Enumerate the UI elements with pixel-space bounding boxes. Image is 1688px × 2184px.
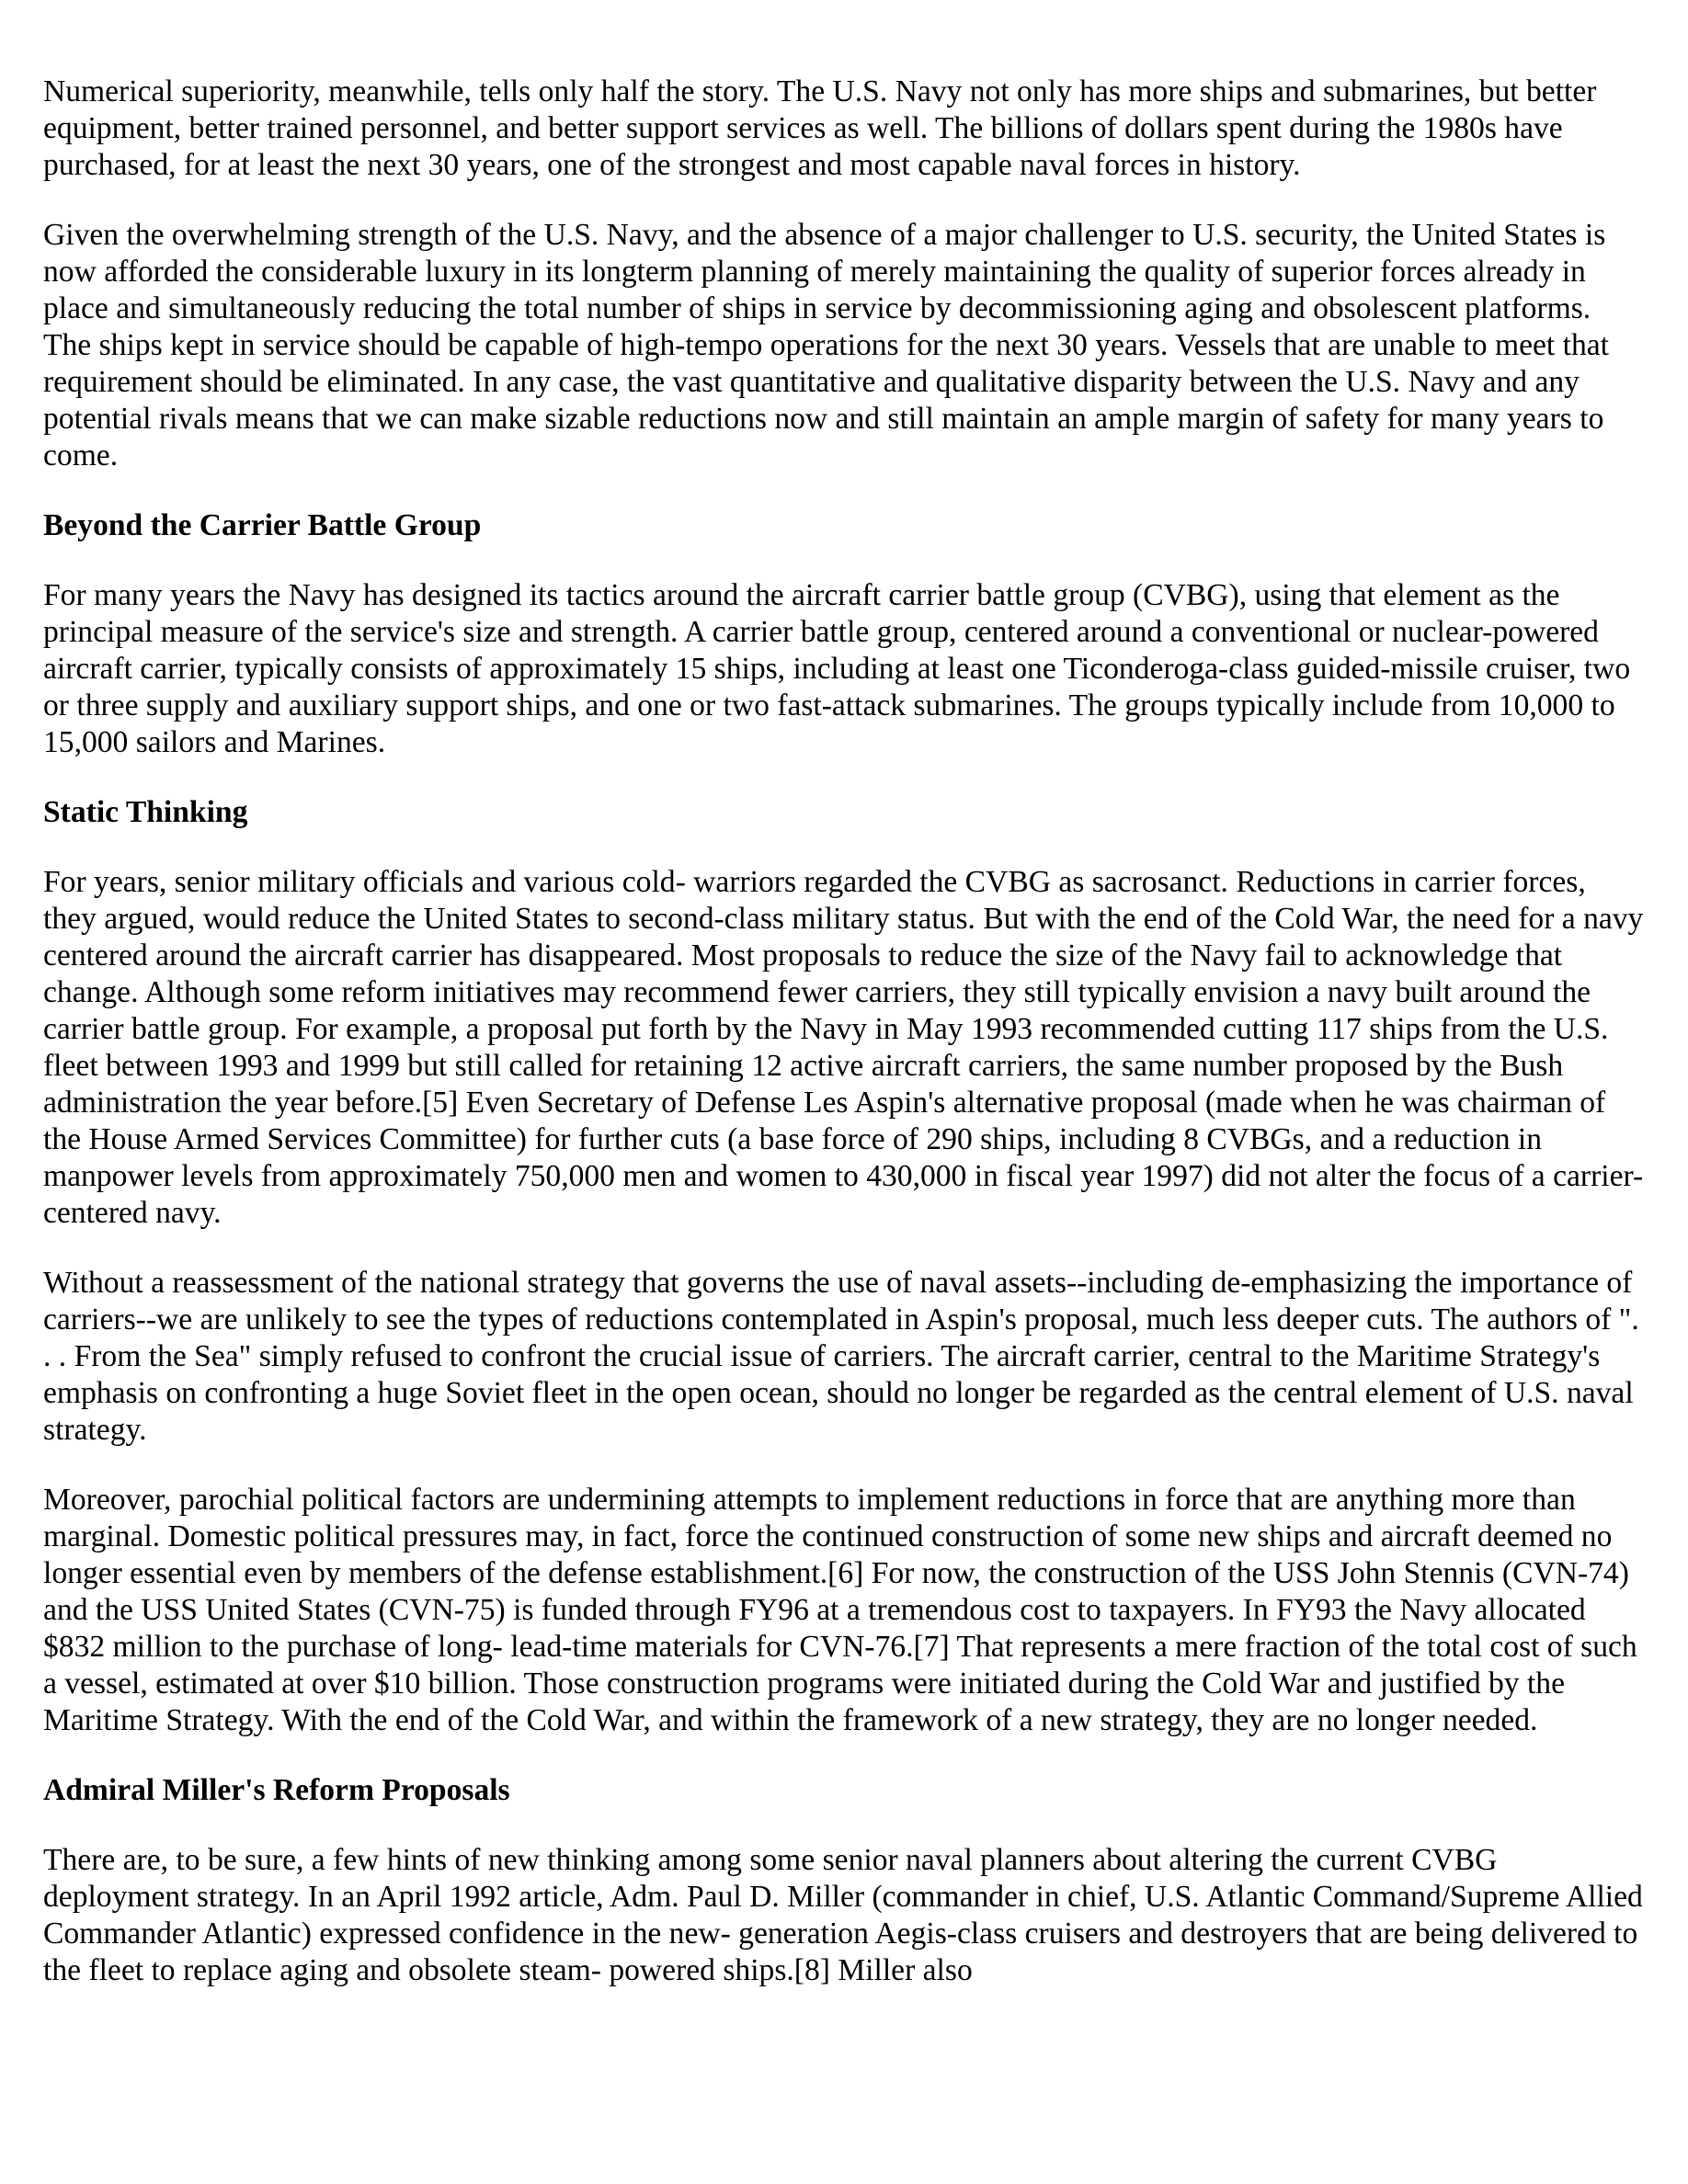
heading-miller-reform-proposals: Admiral Miller's Reform Proposals [43, 1773, 510, 1807]
paragraph-political-factors: Moreover, parochial political factors are undermining attempts to implement reductions in force that are anything more than marginal. Domestic political pressures may, in fact, force the continued construction of some new ships and aircraft deemed no longer essential even by members of the defense establishment.[6] For now, the construction of the USS John Stennis (CVN-74) and the USS United States (CVN-75) is funded through FY96 at a tremendous cost to taxpayers. In FY93 the Navy allocated $832 million to the purchase of long- lead-time materials for CVN-76.[7] That represents a mere fraction of the total cost of such a vessel, estimated at over $10 billion. Those construction programs were initiated during the Cold War and justified by the Maritime Strategy. With the end of the Cold War, and within the framework of a new strategy, they are no longer needed. [43, 1483, 1637, 1737]
document-page [43, 74, 1645, 2022]
heading-beyond-carrier-battle-group: Beyond the Carrier Battle Group [43, 508, 482, 542]
paragraph-cvbg-sacrosanct: For years, senior military officials and various cold- warriors regarded the CVBG as sacrosanct. Reductions in carrier forces, they argued, would reduce the United States to second-class military status. But with the end of the Cold War, the need for a navy centered around the aircraft carrier has disappeared. Most proposals to reduce the size of the Navy fail to acknowledge that change. Although some reform initiatives may recommend fewer carriers, they still typically envision a navy built around the carrier battle group. For example, a proposal put forth by the Navy in May 1993 recommended cutting 117 ships from the U.S. fleet between 1993 and 1999 but still called for retaining 12 active aircraft carriers, the same number proposed by the Bush administration the year before.[5] Even Secretary of Defense Les Aspin's alternative proposal (made when he was chairman of the House Armed Services Committee) for further cuts (a base force of 290 ships, including 8 CVBGs, and a reduction in manpower levels from approximately 750,000 men and women to 430,000 in fiscal year 1997) did not alter the focus of a carrier-centered navy. [43, 865, 1644, 1230]
paragraph-national-strategy: Without a reassessment of the national strategy that governs the use of naval assets--including de-emphasizing the importance of carriers--we are unlikely to see the types of reductions contemplated in Aspin's proposal, much less deeper cuts. The authors of ". . . From the Sea" simply refused to confront the crucial issue of carriers. The aircraft carrier, central to the Maritime Strategy's emphasis on confronting a huge Soviet fleet in the open ocean, should no longer be regarded as the central element of U.S. naval strategy. [43, 1266, 1639, 1447]
paragraph-overwhelming-strength: Given the overwhelming strength of the U.S. Navy, and the absence of a major challenger to U.S. security, the United States is now afforded the considerable luxury in its longterm planning of merely maintaining the quality of superior forces already in place and simultaneously reducing the total number of ships in service by decommissioning aging and obsolescent platforms. The ships kept in service should be capable of high-tempo operations for the next 30 years. Vessels that are unable to meet that requirement should be eliminated. In any case, the vast quantitative and qualitative disparity between the U.S. Navy and any potential rivals means that we can make sizable reductions now and still maintain an ample margin of safety for many years to come. [43, 218, 1609, 472]
paragraph-cvbg-tactics: For many years the Navy has designed its tactics around the aircraft carrier battle group (CVBG), using that element as the principal measure of the service's size and strength. A carrier battle group, centered around a conventional or nuclear-powered aircraft carrier, typically consists of approximately 15 ships, including at least one Ticonderoga-class guided-missile cruiser, two or three supply and auxiliary support ships, and one or two fast-attack submarines. The groups typically include from 10,000 to 15,000 sailors and Marines. [43, 578, 1631, 759]
paragraph-miller-thinking: There are, to be sure, a few hints of new thinking among some senior naval planners about altering the current CVBG deployment strategy. In an April 1992 article, Adm. Paul D. Miller (commander in chief, U.S. Atlantic Command/Supreme Allied Commander Atlantic) expressed confidence in the new- generation Aegis-class cruisers and destroyers that are being delivered to the fleet to replace aging and obsolete steam- powered ships.[8] Miller also [43, 1843, 1643, 1987]
heading-static-thinking: Static Thinking [43, 795, 248, 829]
paragraph-naval-superiority: Numerical superiority, meanwhile, tells only half the story. The U.S. Navy not only has more ships and submarines, but better equipment, better trained personnel, and better support services as well. The billions of dollars spent during the 1980s have purchased, for at least the next 30 years, one of the strongest and most capable naval forces in history. [43, 74, 1597, 182]
